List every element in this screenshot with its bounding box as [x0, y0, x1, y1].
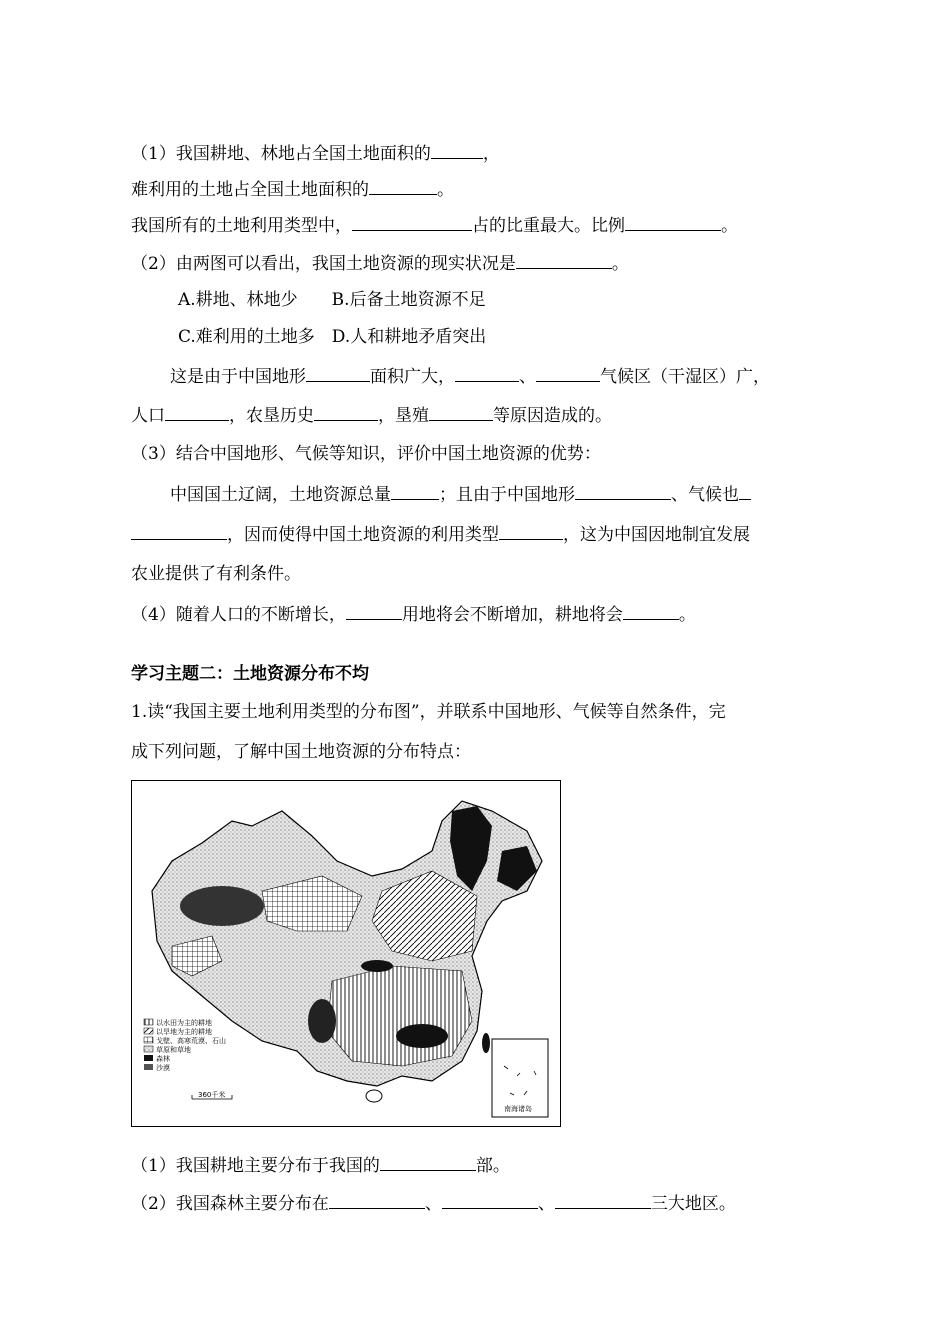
s2-q2-text: （2）我国森林主要分布在: [131, 1194, 329, 1214]
answer-blank[interactable]: [306, 363, 370, 382]
q4-text: 。: [678, 605, 696, 625]
answer-blank[interactable]: [369, 176, 437, 195]
legend-item: 草原和草地: [156, 1046, 191, 1054]
q4-text: 用地将会不断增加，耕地将会: [401, 605, 623, 625]
answer-blank[interactable]: [455, 363, 519, 382]
q4-text: （4）随着人口的不断增长，: [131, 605, 346, 625]
q1-text-end: ，: [482, 144, 500, 164]
answer-blank[interactable]: [739, 481, 751, 500]
section2-intro-1: 1.读“我国主要土地利用类型的分布图”，并联系中国地形、气候等自然条件，完: [131, 702, 726, 722]
reason-text: ，农垦历史: [229, 406, 314, 426]
answer-blank[interactable]: [346, 601, 402, 620]
legend-item: 沙漠: [156, 1064, 170, 1072]
answer-blank[interactable]: [442, 1190, 538, 1209]
section2-intro-2: 成下列问题，了解中国土地资源的分布特点：: [131, 742, 471, 762]
s2-q1-line: [131, 1152, 510, 1178]
legend-item: 戈壁、高寒荒漠、石山: [156, 1037, 226, 1045]
reason-text: 这是由于中国地形: [170, 367, 306, 387]
forest-south: [396, 1024, 448, 1048]
answer-blank[interactable]: [165, 402, 229, 421]
answer-blank[interactable]: [314, 402, 378, 421]
q1-text: （1）我国耕地、林地占全国土地面积的: [131, 144, 431, 164]
answer-blank[interactable]: [329, 1190, 425, 1209]
q2-line: [131, 250, 629, 276]
forest-central: [361, 960, 393, 972]
inset-label: 南海诸岛: [504, 1105, 532, 1113]
reason-text: 等原因造成的。: [493, 406, 612, 426]
reason-line2: [131, 402, 612, 428]
answer-blank[interactable]: [431, 140, 483, 159]
s2-q1-end: 部。: [475, 1156, 510, 1176]
scale-label: 360千米: [198, 1091, 226, 1099]
answer-blank[interactable]: [555, 1190, 651, 1209]
q1-line2: [131, 176, 454, 202]
answer-blank[interactable]: [499, 521, 563, 540]
legend-item: 以水田为主的耕地: [156, 1019, 212, 1027]
q3-text: ，这为中国因地制宜发展: [563, 525, 750, 545]
taiwan-island: [482, 1033, 490, 1053]
q4-line: [131, 601, 696, 627]
q3-text: 中国国土辽阔，土地资源总量: [170, 485, 391, 505]
q1-line2-text: 难利用的土地占全国土地面积的: [131, 180, 369, 200]
answer-blank[interactable]: [131, 521, 227, 540]
s2-q1-text: （1）我国耕地主要分布于我国的: [131, 1156, 380, 1176]
q1-line3-text-b: 占的比重最大。比例: [472, 216, 625, 236]
forest-southwest: [308, 999, 336, 1043]
hainan-island: [366, 1090, 382, 1102]
legend-item: 森林: [156, 1055, 170, 1063]
answer-blank[interactable]: [391, 481, 439, 500]
q1-line2-end: 。: [437, 180, 454, 200]
q3-text: ，因而使得中国土地资源的利用类型: [227, 525, 499, 545]
section2-title: 学习主题二：土地资源分布不均: [131, 664, 369, 684]
q1-line1: [131, 140, 500, 166]
q1-line3-text: 我国所有的土地利用类型中，: [131, 216, 352, 236]
answer-blank[interactable]: [516, 250, 612, 269]
s2-q2-end: 三大地区。: [650, 1194, 736, 1214]
s2-q2-sep: 、: [424, 1194, 442, 1214]
reason-text: ，垦殖: [378, 406, 429, 426]
answer-blank[interactable]: [352, 212, 472, 231]
paddy-south: [327, 966, 472, 1066]
q3-text: 、气候也: [671, 485, 739, 505]
q3-text: ；且由于中国地形: [439, 485, 575, 505]
answer-blank[interactable]: [536, 363, 600, 382]
desert-tarim: [180, 886, 264, 926]
reason-text: 、: [519, 367, 536, 387]
reason-text: 面积广大，: [370, 367, 455, 387]
reason-line1: [170, 363, 770, 389]
answer-blank[interactable]: [575, 481, 671, 500]
land-use-map: [131, 780, 561, 1127]
option-cd: C.难利用的土地多 D.人和耕地矛盾突出: [178, 327, 487, 347]
q3-line1: [170, 481, 751, 507]
legend-item: 以旱地为主的耕地: [156, 1028, 212, 1036]
q1-line3-end: 。: [721, 216, 738, 236]
q2-text: （2）由两图可以看出，我国土地资源的现实状况是: [131, 254, 516, 274]
q2-end: 。: [611, 254, 629, 274]
answer-blank[interactable]: [380, 1152, 476, 1171]
s2-q2-line: [131, 1190, 736, 1216]
q3-line3: 农业提供了有利条件。: [131, 564, 301, 584]
q1-line3: [131, 212, 738, 238]
map-legend: [144, 1018, 226, 1072]
s2-q2-sep: 、: [537, 1194, 555, 1214]
reason-text: 气候区（干湿区）广，: [600, 367, 770, 387]
answer-blank[interactable]: [625, 212, 721, 231]
answer-blank[interactable]: [623, 601, 679, 620]
q3-heading: （3）结合中国地形、气候等知识，评价中国土地资源的优势：: [131, 444, 601, 464]
option-ab: A.耕地、林地少 B.后备土地资源不足: [178, 290, 486, 310]
china-map-svg: [132, 781, 560, 1126]
reason-text: 人口: [131, 406, 165, 426]
answer-blank[interactable]: [429, 402, 493, 421]
q3-line2: [131, 521, 750, 547]
